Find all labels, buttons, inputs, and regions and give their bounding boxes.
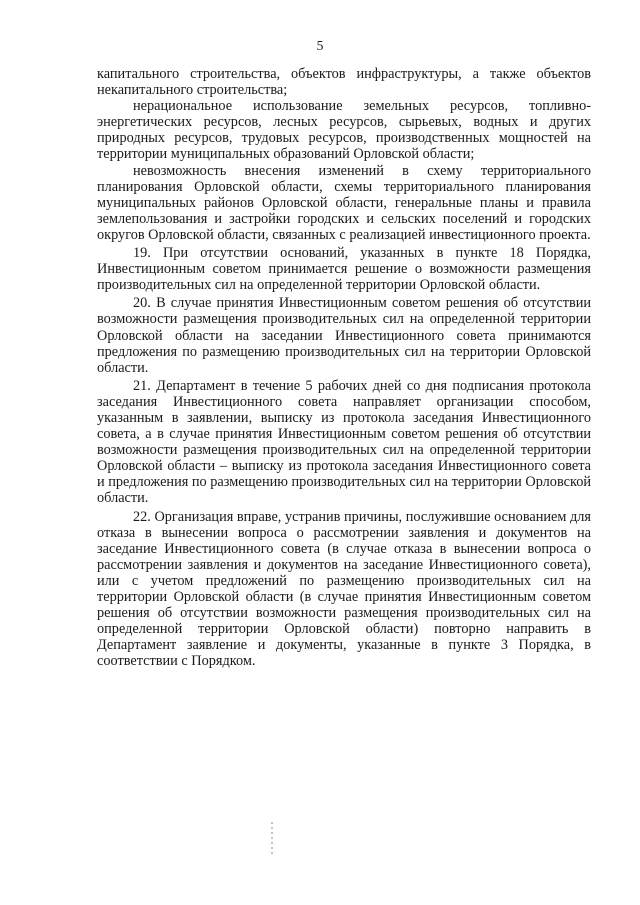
document-body <box>97 66 591 669</box>
paragraph-clause-20: 20. В случае принятия Инвестиционным советом решения об отсутствии возможности размещения производительных сил на определенной территории Орловской области на заседании Инвестиционного совета принимаются предложения по размещению производительных сил на территории Орловской области. <box>97 295 591 376</box>
paragraph-clause-22: 22. Организация вправе, устранив причины, послужившие основанием для отказа в вынесении вопроса о рассмотрении заявления и документов на заседание Инвестиционного совета (в случае отказа в вынесении вопроса о рассмотрении заявления и документов на заседание Инвестиционного совета), или с учетом предложений по размещению производительных сил на территории Орловской области (в случае принятия Инвестиционным советом решения об отсутствии возможности размещения производительных сил на определенной территории Орловской области) повторно направить в Департамент заявление и документы, указанные в пункте 3 Порядка, в соответствии с Порядком. <box>97 508 591 670</box>
paragraph-clause-19: 19. При отсутствии оснований, указанных в пункте 18 Порядка, Инвестиционным советом принимается решение о возможности размещения производительных сил на определенной территории Орловской области. <box>97 245 591 294</box>
paragraph-land-use: нерациональное использование земельных ресурсов, топливно-энергетических ресурсов, лесных ресурсов, сырьевых, водных и других природных ресурсов, трудовых ресурсов, производственных мощностей на территории муниципальных образований Орловской области; <box>97 98 591 163</box>
paragraph-planning-changes: невозможность внесения изменений в схему территориального планирования Орловской области, схемы территориального планирования муниципальных районов Орловской области, генеральные планы и правила землепользования и застройки городских и сельских поселений и городских округов Орловской области, связанных с реализацией инвестиционного проекта. <box>97 162 591 243</box>
paragraph-clause-21: 21. Департамент в течение 5 рабочих дней со дня подписания протокола заседания Инвестиционного совета направляет организации способом, указанным в заявлении, выписку из протокола заседания Инвестиционного совета, а в случае принятия Инвестиционным советом решения об отсутствии возможности размещения производительных сил на определенной территории Орловской области – выписку из протокола заседания Инвестиционного совета и предложения по размещению производительных сил на территории Орловской области. <box>97 377 591 507</box>
page-number: 5 <box>316 38 324 53</box>
scan-artifact <box>271 822 273 856</box>
paragraph-continuation: капитального строительства, объектов инфраструктуры, а также объектов некапитального строительства; <box>97 66 591 99</box>
